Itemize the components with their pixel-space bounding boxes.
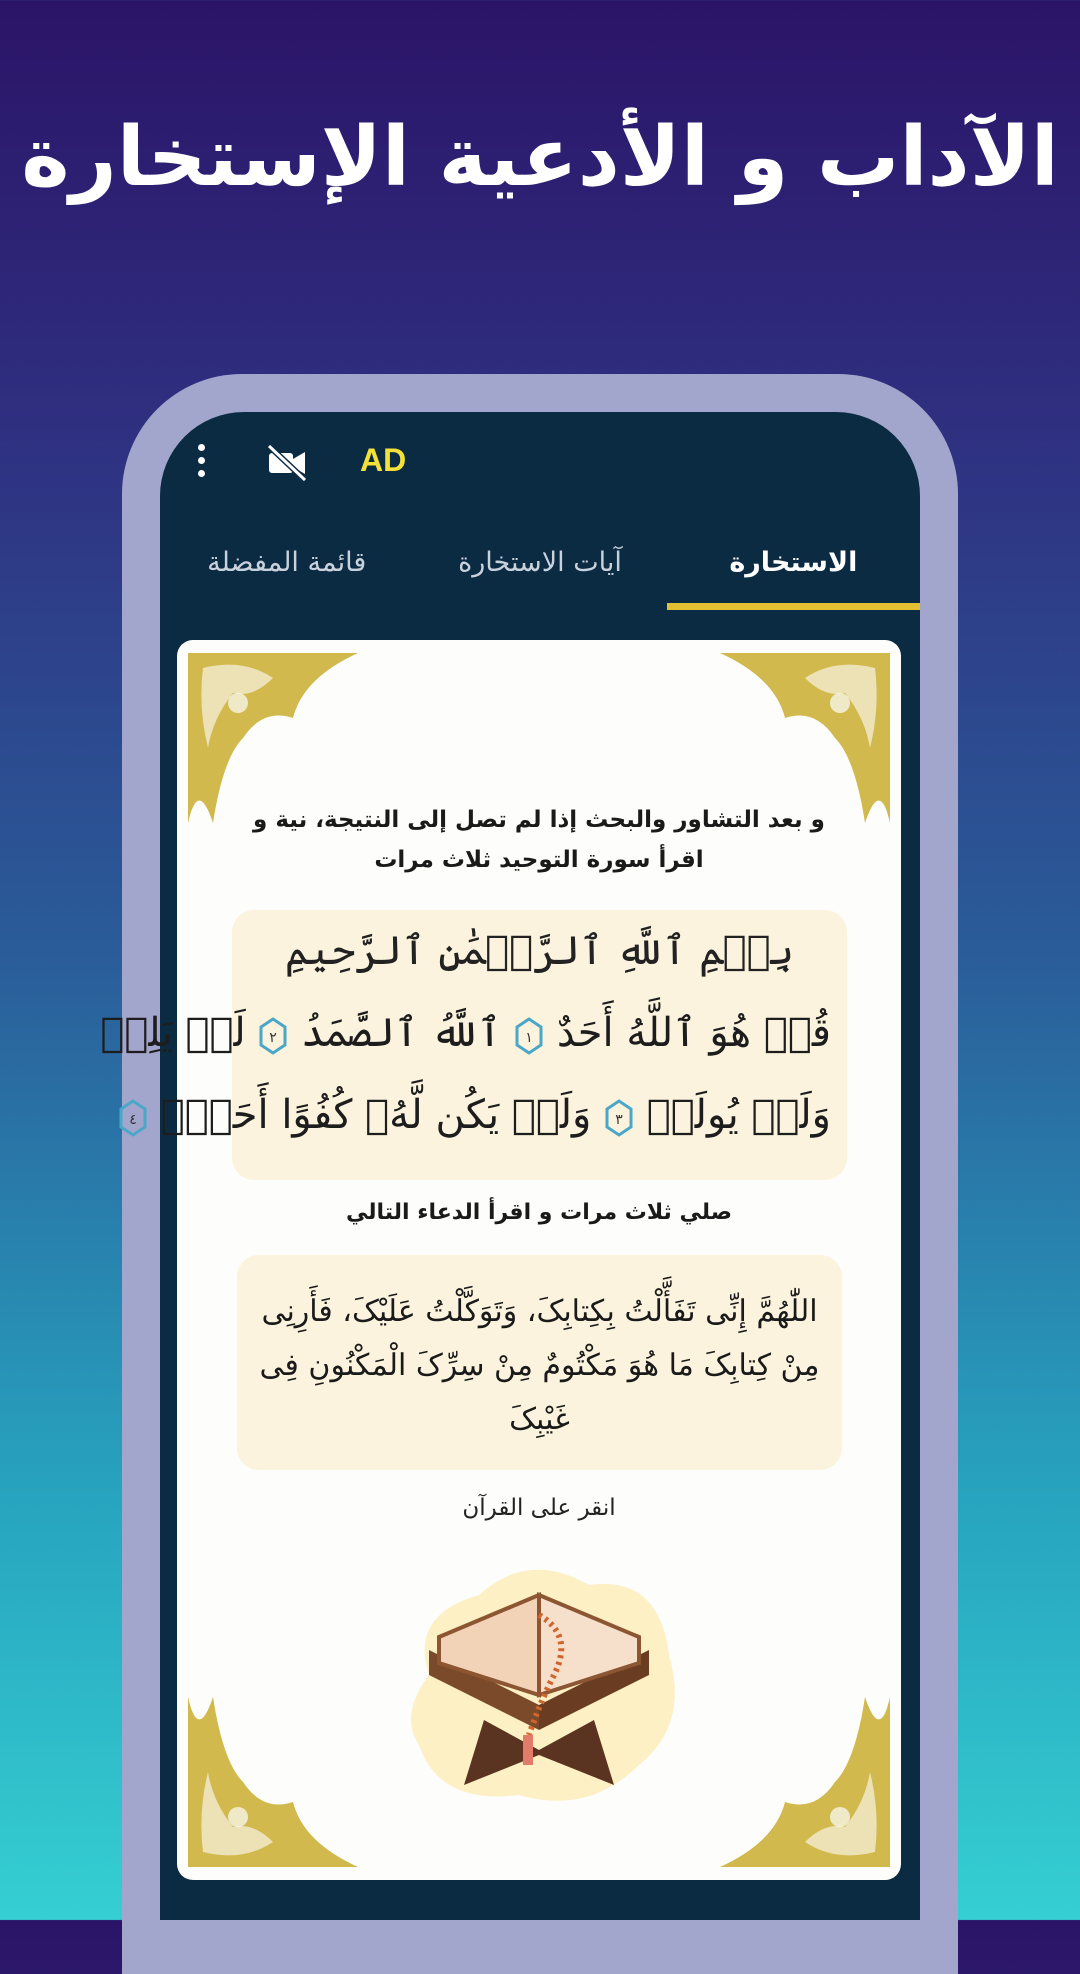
app-top-bar [160, 412, 920, 522]
promo-headline: الآداب و الأدعية الإستخارة [21, 110, 1059, 205]
ayah-number: ٢ [269, 1030, 278, 1046]
ayah-number-marker [514, 1017, 544, 1055]
app-screen [100, 412, 920, 1920]
verse-line [100, 1010, 831, 1056]
quran-on-stand-icon[interactable] [389, 1555, 689, 1815]
ayah-2: ٱللَّهُ ٱلصَّمَدُ [301, 1010, 502, 1056]
dua-box [237, 1255, 842, 1470]
calligraphy-ornament-icon [183, 1692, 363, 1872]
more-vert-icon[interactable] [194, 444, 208, 484]
tap-quran-hint: انقر على القرآن [462, 1495, 616, 1521]
ad-button[interactable]: AD [360, 442, 407, 478]
tab-favorites[interactable]: قائمة المفضلة [207, 547, 367, 578]
instruction-text: و بعد التشاور والبحث إذا لم تصل إلى النتيجة، نية و اقرأ سورة التوحيد ثلاث مرات [253, 807, 825, 873]
tab-istikhara-verses[interactable]: آيات الاستخارة [458, 547, 622, 578]
tab-bar [160, 522, 920, 618]
ayah-number: ١ [525, 1030, 533, 1046]
ayah-number-marker [258, 1017, 288, 1055]
ayah-number-marker [604, 1099, 634, 1137]
content-card [100, 640, 901, 1880]
ayah-number: ٤ [129, 1112, 137, 1128]
ayah-number: ٣ [615, 1112, 623, 1128]
prayer-instruction: صلي ثلاث مرات و اقرأ الدعاء التالي [346, 1200, 732, 1225]
ayah-number-marker [118, 1099, 148, 1137]
calligraphy-ornament-icon [715, 1692, 895, 1872]
dua-text: اللّٰهُمَّ إِنِّی تَفَأَّلْتُ بِكِتابِکَ، وَتَوَکَّلْتُ عَلَیْکَ، فَأَرِنِی مِنْ کِتابِکَ مَا هُوَ مَکْتُومٌ مِنْ سِرِّکَ الْمَکْنُونِ فِی غَیْبِکَ [259, 1294, 820, 1437]
ayah-3-part: لَمۡ يَلِدۡ [100, 1010, 246, 1056]
surah-tawhid-box [100, 910, 847, 1180]
verse-line [129, 1092, 831, 1138]
videocam-off-icon[interactable] [265, 442, 309, 482]
ayah-3-rest: وَلَمۡ يُولَدۡ [646, 1092, 831, 1138]
ayah-1: قُلۡ هُوَ ٱللَّهُ أَحَدٌ [556, 1010, 831, 1056]
basmala: بِسۡمِ ٱللَّهِ ٱلرَّحۡمَٰنِ ٱلرَّحِيمِ [284, 928, 795, 974]
tab-istikhara[interactable]: الاستخارة [667, 522, 920, 618]
ayah-4: وَلَمۡ يَكُن لَّهُۥ كُفُوًا أَحَدُۢ [160, 1092, 592, 1138]
